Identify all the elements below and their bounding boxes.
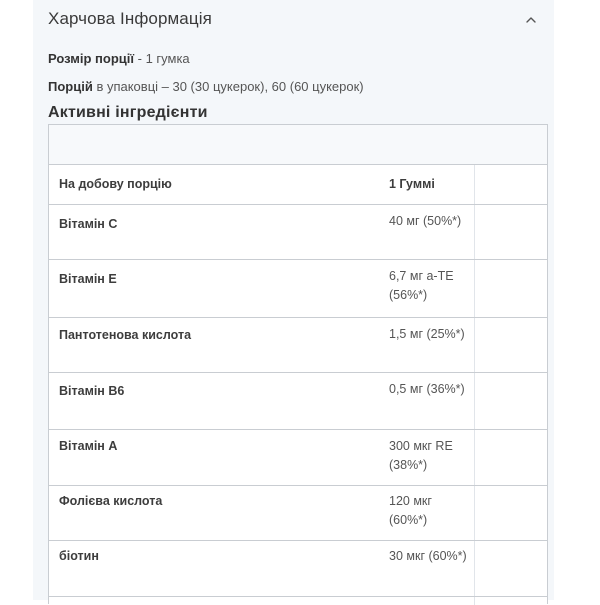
ingredient-name: Фолієва кислота: [59, 494, 163, 508]
table-row: [49, 430, 547, 486]
accordion-header[interactable]: [33, 0, 554, 40]
ingredient-name: Вітамін С: [59, 217, 118, 231]
ingredients-table: [48, 124, 548, 604]
ingredient-amount: 30 мкг (60%*): [389, 549, 467, 563]
ingredient-amount: 300 мкг RE (38%*): [389, 439, 453, 472]
nutrition-info-panel: [33, 0, 554, 600]
serving-size-line: [48, 51, 190, 66]
table-spacer-row: [49, 125, 547, 165]
ingredient-amount: 120 мкг (60%*): [389, 494, 432, 527]
table-row: [49, 373, 547, 430]
table-row: [49, 486, 547, 541]
accordion-title: Харчова Інформація: [48, 9, 212, 28]
servings-label: Порцій: [48, 79, 93, 94]
table-row: [49, 541, 547, 597]
ingredient-name: біотин: [59, 549, 99, 563]
header-name-cell: На добову порцію: [59, 177, 172, 191]
table-row: [49, 260, 547, 318]
ingredient-amount: 40 мг (50%*): [389, 214, 462, 228]
active-ingredients-heading: Активні інгредієнти: [48, 104, 208, 121]
ingredient-name: Пантотенова кислота: [59, 328, 192, 342]
servings-per-container-line: [48, 79, 364, 94]
serving-size-value: - 1 гумка: [134, 51, 190, 66]
ingredient-amount: 6,7 мг a-TE (56%*): [389, 269, 454, 302]
table-header-row: [49, 165, 547, 205]
servings-value: в упаковці – 30 (30 цукерок), 60 (60 цукерок): [92, 79, 364, 94]
table-row: [49, 205, 547, 260]
chevron-up-icon[interactable]: [521, 10, 541, 30]
serving-size-label: Розмір порції: [48, 51, 135, 66]
header-value-cell: 1 Гуммі: [389, 177, 435, 191]
table-row: [49, 318, 547, 373]
ingredient-name: Вітамін В6: [59, 384, 125, 398]
ingredient-name: Вітамін А: [59, 439, 118, 453]
ingredient-name: Вітамін Е: [59, 272, 117, 286]
ingredient-amount: 0,5 мг (36%*): [389, 382, 465, 396]
ingredient-amount: 1,5 мг (25%*): [389, 327, 465, 341]
